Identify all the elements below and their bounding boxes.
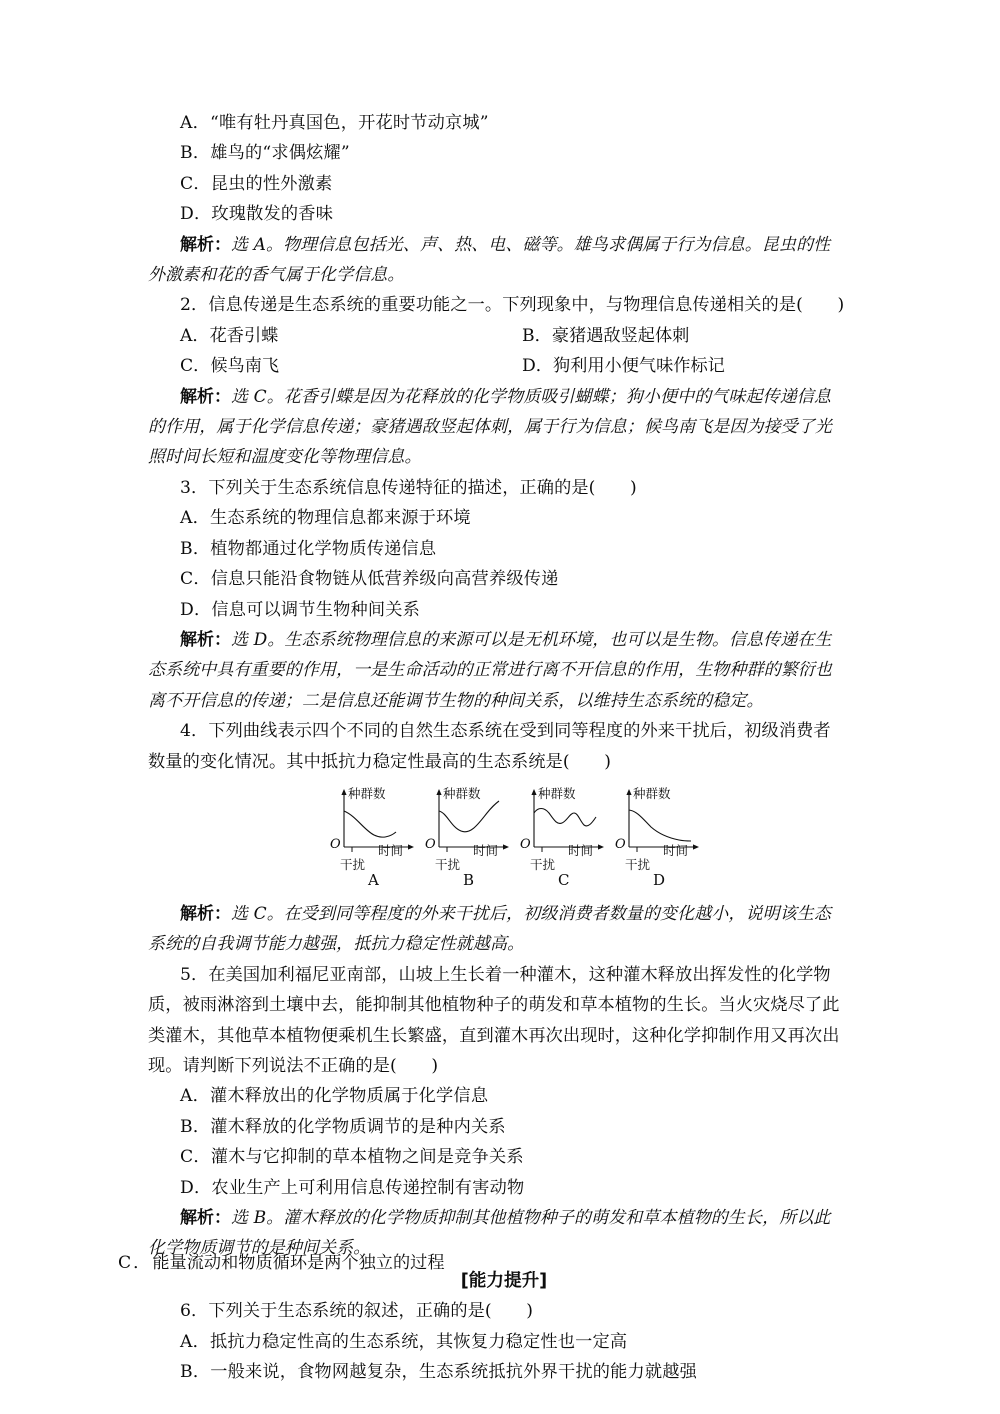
q5-solution-line-2: 化学物质调节的是种间关系。 <box>148 1238 371 1259</box>
q1-solution-line-1 <box>148 230 860 260</box>
solution-keyword: 解析： <box>180 234 231 255</box>
chart-b-ylabel: 种群数 <box>443 785 481 801</box>
chart-b-xlabel: 时间 <box>473 842 499 858</box>
chart-b-origin: O <box>425 836 436 852</box>
q4-chart-b <box>421 785 516 889</box>
q3-stem: 3．下列关于生态系统信息传递特征的描述，正确的是( ) <box>180 477 637 498</box>
q3-solution-line-2: 态系统中具有重要的作用，一是生命活动的正常进行离不开信息的作用，生物种群的繁衍也 <box>148 660 832 681</box>
chart-d-ylabel: 种群数 <box>633 785 671 801</box>
solution-text: 选 D。生态系统物理信息的来源可以是无机环境，也可以是生物。信息传递在生 <box>231 629 832 650</box>
chart-b-panel-label: B <box>463 870 475 889</box>
solution-text: 选 C。在受到同等程度的外来干扰后，初级消费者数量的变化越小，说明该生态 <box>231 903 832 924</box>
q2-option-d: D．狗利用小便气味作标记 <box>522 356 725 377</box>
q1-option-a: A．“唯有牡丹真国色，开花时节动京城” <box>180 113 489 133</box>
solution-text: 选 B。灌木释放的化学物质抑制其他植物种子的萌发和草本植物的生长，所以此 <box>231 1208 831 1228</box>
q4-chart-a <box>326 785 421 889</box>
chart-d-disturb-label: 干扰 <box>625 856 651 872</box>
chart-c-origin: O <box>520 836 531 852</box>
q4-figure-panels <box>326 785 706 889</box>
q3-option-d: D．信息可以调节生物种间关系 <box>180 599 421 620</box>
q2-option-row-2 <box>148 351 860 381</box>
q3-solution-line-3: 离不开信息的传递；二是信息还能调节生物的种间关系，以维持生态系统的稳定。 <box>148 690 764 711</box>
q3-solution-line-1 <box>148 625 860 655</box>
chart-d-origin: O <box>615 836 626 852</box>
q6-option-a: A．抵抗力稳定性高的生态系统，其恢复力稳定性也一定高 <box>180 1331 628 1352</box>
solution-text: 选 C。花香引蝶是因为花释放的化学物质吸引蝴蝶；狗小便中的气味起传递信息 <box>231 386 832 407</box>
page-content <box>148 108 860 1387</box>
solution-keyword: 解析： <box>180 1208 231 1228</box>
q6-option-c-label: C． <box>118 1253 153 1273</box>
q5-option-a: A．灌木释放出的化学物质属于化学信息 <box>180 1086 489 1107</box>
q6-option-b: B．一般来说，食物网越复杂，生态系统抵抗外界干扰的能力就越强 <box>180 1362 698 1383</box>
q4-chart-d <box>611 785 706 889</box>
q5-option-c: C．灌木与它抑制的草本植物之间是竞争关系 <box>180 1147 524 1168</box>
chart-c-disturb-label: 干扰 <box>530 856 556 872</box>
q4-solution-line-1 <box>148 899 860 929</box>
q4-stem-line-2: 数量的变化情况。其中抵抗力稳定性最高的生态系统是( ) <box>148 751 612 772</box>
q2-option-row-1 <box>148 321 860 351</box>
q2-option-c: C．候鸟南飞 <box>180 356 280 377</box>
chart-b-disturb-label: 干扰 <box>435 856 461 872</box>
q5-option-d: D．农业生产上可利用信息传递控制有害动物 <box>180 1177 525 1198</box>
q1-solution-line-2: 外激素和花的香气属于化学信息。 <box>148 265 405 286</box>
q5-option-b: B．灌木释放的化学物质调节的是种内关系 <box>180 1116 506 1137</box>
q2-solution-line-2: 的作用，属于化学信息传递；豪猪遇敌竖起体刺，属于行为信息；候鸟南飞是因为接受了光 <box>148 417 832 438</box>
chart-a-ylabel: 种群数 <box>348 785 386 801</box>
chart-d-xlabel: 时间 <box>663 842 689 858</box>
q1-option-c: C．昆虫的性外激素 <box>180 173 333 194</box>
q4-stem-line-1: 4．下列曲线表示四个不同的自然生态系统在受到同等程度的外来干扰后，初级消费者 <box>180 721 831 742</box>
chart-a-panel-label: A <box>368 870 379 889</box>
q2-stem: 2．信息传递是生态系统的重要功能之一。下列现象中，与物理信息传递相关的是( ) <box>180 295 845 316</box>
q5-stem-line-3: 类灌木，其他草本植物便乘机生长繁盛，直到灌木再次出现时，这种化学抑制作用又再次出 <box>148 1025 840 1046</box>
chart-a-disturb-label: 干扰 <box>340 856 366 872</box>
q4-solution-line-2: 系统的自我调节能力越强，抵抗力稳定性就越高。 <box>148 934 525 955</box>
q4-figure <box>148 785 860 889</box>
q5-stem-line-2: 质，被雨淋溶到土壤中去，能抑制其他植物种子的萌发和草本植物的生长。当火灾烧尽了此 <box>148 995 840 1016</box>
q1-option-b: B．雄鸟的“求偶炫耀” <box>180 143 350 164</box>
chart-a-origin: O <box>330 836 341 852</box>
chart-c-xlabel: 时间 <box>568 842 594 858</box>
q4-chart-c <box>516 785 611 889</box>
q5-stem-line-4: 现。请判断下列说法不正确的是( ) <box>148 1055 439 1076</box>
q3-option-c: C．信息只能沿食物链从低营养级向高营养级传递 <box>180 569 559 590</box>
q2-option-a: A．花香引蝶 <box>180 325 279 346</box>
q2-solution-line-3: 照时间长短和温度变化等物理信息。 <box>148 447 422 468</box>
chart-c-ylabel: 种群数 <box>538 785 576 801</box>
q3-option-a: A．生态系统的物理信息都来源于环境 <box>180 508 471 529</box>
q3-option-b: B．植物都通过化学物质传递信息 <box>180 538 437 559</box>
q6-stem: 6．下列关于生态系统的叙述，正确的是( ) <box>180 1301 534 1322</box>
solution-keyword: 解析： <box>180 386 231 407</box>
q5-stem-line-1: 5．在美国加利福尼亚南部，山坡上生长着一种灌木，这种灌木释放出挥发性的化学物 <box>180 964 831 985</box>
q6-option-c-text: 能量流动和物质循环是两个独立的过程 <box>152 1253 445 1273</box>
q2-option-b: B．豪猪遇敌竖起体刺 <box>522 325 690 346</box>
solution-keyword: 解析： <box>180 629 231 650</box>
section-heading: [能力提升] <box>460 1270 548 1291</box>
q6-option-c <box>118 1248 445 1278</box>
q5-solution-line-1 <box>148 1203 860 1233</box>
chart-d-panel-label: D <box>653 870 666 889</box>
solution-keyword: 解析： <box>180 903 231 924</box>
chart-c-panel-label: C <box>558 870 570 889</box>
q1-option-d: D．玫瑰散发的香味 <box>180 204 334 225</box>
solution-text: 选 A。物理信息包括光、声、热、电、磁等。雄鸟求偶属于行为信息。昆虫的性 <box>231 234 831 255</box>
q2-solution-line-1 <box>148 382 860 412</box>
chart-a-xlabel: 时间 <box>378 842 404 858</box>
